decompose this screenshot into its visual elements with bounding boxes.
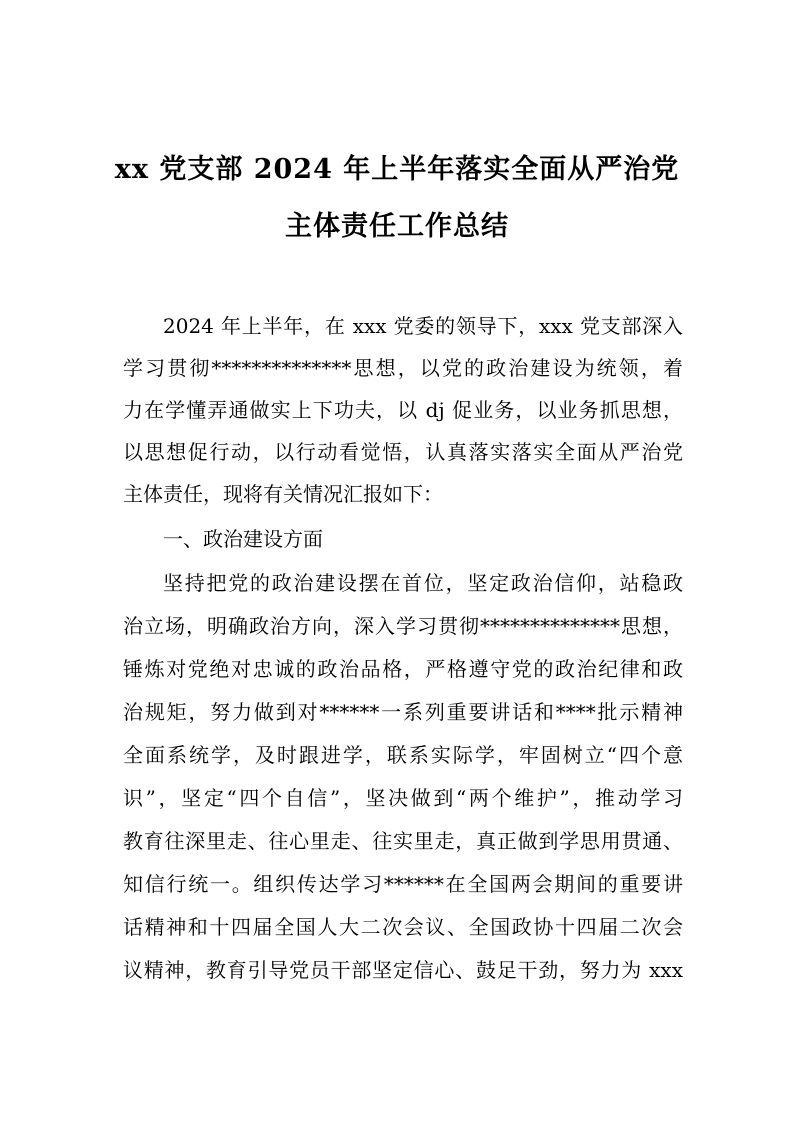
section-paragraph-line: 全面系统学，及时跟进学，联系实际学，牢固树立“四个意	[123, 743, 683, 767]
intro-paragraph-line: 学习贯彻**************思想，以党的政治建设为统领，着	[123, 356, 683, 380]
section-paragraph-line: 知信行统一。组织传达学习******在全国两会期间的重要讲	[123, 872, 683, 896]
document-title-line-1: xx 党支部 2024 年上半年落实全面从严治党	[114, 154, 680, 185]
intro-paragraph-line: 主体责任，现将有关情况汇报如下：	[123, 482, 443, 506]
section-heading: 一、政治建设方面	[163, 527, 323, 551]
section-paragraph-line: 治立场，明确政治方向，深入学习贯彻**************思想，	[123, 614, 683, 638]
section-paragraph-line: 教育往深里走、往心里走、往实里走，真正做到学思用贯通、	[123, 829, 683, 853]
section-paragraph-line: 坚持把党的政治建设摆在首位，坚定政治信仰，站稳政	[163, 571, 683, 595]
section-paragraph-line: 话精神和十四届全国人大二次会议、全国政协十四届二次会	[123, 915, 683, 939]
section-paragraph-line: 识”，坚定“四个自信”，坚决做到“两个维护”，推动学习	[123, 786, 683, 810]
intro-paragraph-line: 以思想促行动，以行动看觉悟，认真落实落实全面从严治党	[123, 440, 683, 464]
section-paragraph-line: 议精神，教育引导党员干部坚定信心、鼓足干劲，努力为 xxx	[123, 958, 683, 982]
section-paragraph-line: 治规矩，努力做到对******一系列重要讲话和****批示精神	[123, 700, 683, 724]
document-title-line-2: 主体责任工作总结	[285, 211, 509, 242]
section-paragraph-line: 锤炼对党绝对忠诚的政治品格，严格遵守党的政治纪律和政	[123, 657, 683, 681]
intro-paragraph-line: 力在学懂弄通做实上下功夫，以 dj 促业务，以业务抓思想，	[123, 398, 683, 422]
intro-paragraph-line: 2024 年上半年，在 xxx 党委的领导下，xxx 党支部深入	[163, 314, 683, 338]
